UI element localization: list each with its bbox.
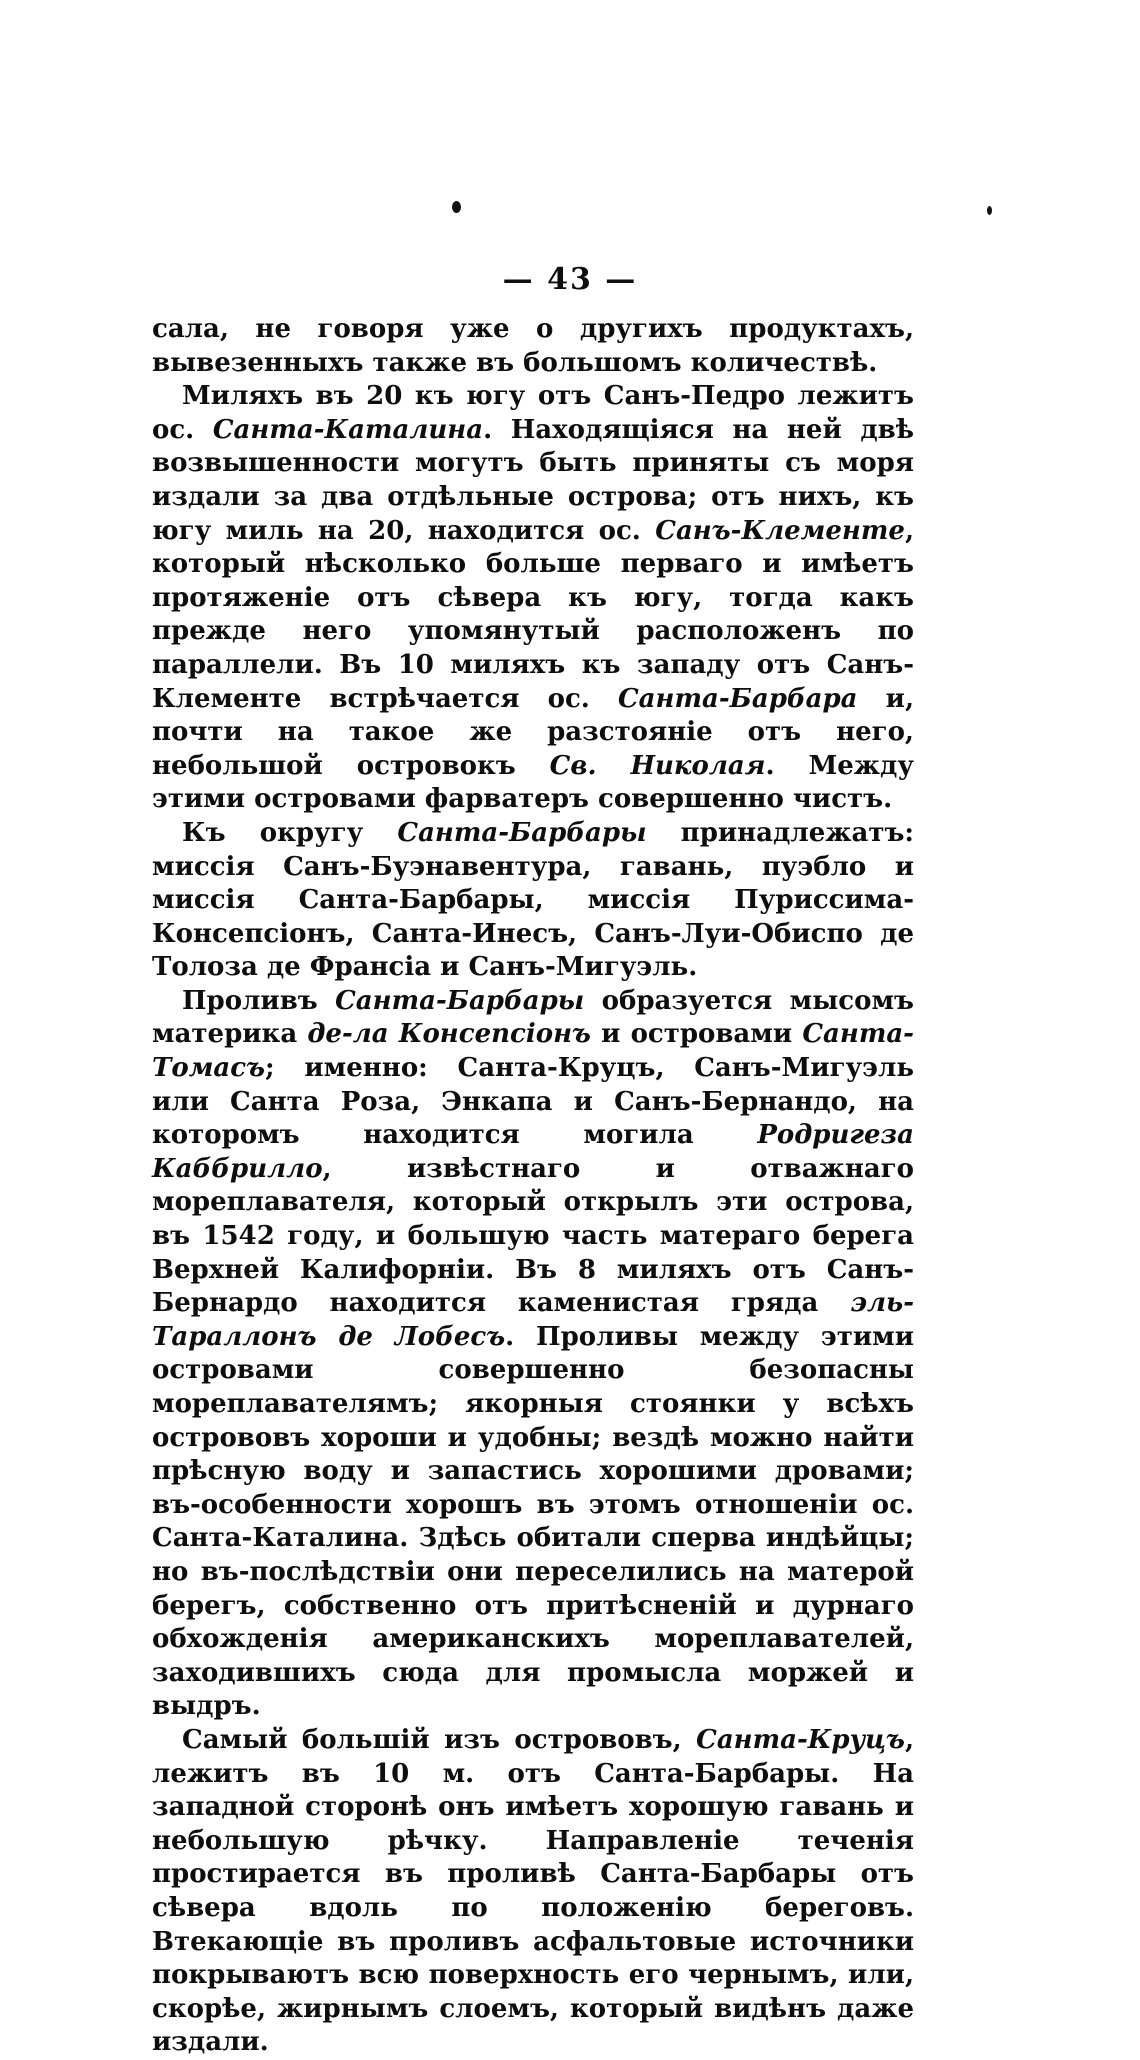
text-run: принадлежатъ: миссія Санъ-Буэнавентура, гавань, пуэбло и миссія Санта-Барбары, миссія Пуриссима-Консепсіонъ, Санта-Инесъ, Санъ-Луи-Обиспо де Толоза де Франсіа и Санъ-Мигуэль. bbox=[152, 817, 914, 983]
text-run: . Проливы между этими островами совершенно безопасны мореплавателямъ; якорныя стоянки у всѣхъ острововъ хороши и удобны; вездѣ можно найти прѣсную воду и запастись хорошими дровами; въ-особенности хорошъ въ этомъ отношеніи ос. Санта-Каталина. Здѣсь обитали сперва индѣйцы; но въ-послѣдствіи они переселились на матерой берегъ, собственно отъ притѣсненій и дурнаго обхожденія американскихъ мореплавателей, заходившихъ сюда для промысла моржей и выдръ. bbox=[152, 1321, 914, 1722]
text-run: , который нѣсколько больше перваго и имѣетъ протяженіе отъ сѣвера къ югу, тогда какъ прежде него упомянутый расположенъ по параллели. Въ 10 миляхъ къ западу отъ Санъ-Клементе встрѣчается ос. bbox=[152, 515, 914, 714]
scan-speck bbox=[987, 206, 992, 215]
paragraph bbox=[152, 985, 914, 1724]
place-name: Санта-Барбара bbox=[617, 683, 858, 714]
paragraph bbox=[152, 380, 914, 817]
paragraph bbox=[152, 1724, 914, 2060]
text-run: ; именно: Санта-Круцъ, Санъ-Мигуэль или Санта Роза, Энкапа и Санъ-Бернандо, на которомъ находится могила bbox=[152, 1053, 914, 1151]
text-run: образуется мысомъ материка bbox=[152, 985, 914, 1050]
text-run: . Между этими островами фарватеръ совершенно чистъ. bbox=[152, 750, 914, 815]
place-name: Санта-Каталина bbox=[212, 414, 484, 445]
place-name: Санта-Томасъ bbox=[152, 1019, 914, 1084]
place-name: Санта-Барбары bbox=[335, 985, 585, 1016]
text-run: Къ округу bbox=[182, 817, 398, 848]
text-run: Проливъ bbox=[182, 985, 336, 1016]
text-run: и островами bbox=[590, 1019, 803, 1050]
scan-speck bbox=[452, 201, 461, 213]
text-run: Самый большій изъ острововъ, bbox=[182, 1724, 697, 1755]
text-run: Миляхъ въ 20 къ югу отъ Санъ-Педро лежитъ ос. bbox=[152, 381, 914, 445]
paragraph: сала, не говоря уже о другихъ продуктахъ, вывезенныхъ также въ большомъ количествѣ. bbox=[152, 314, 914, 378]
place-name: Санта-Барбары bbox=[397, 817, 647, 848]
text-run: , лежитъ въ 10 м. отъ Санта-Барбары. На западной сторонѣ онъ имѣетъ хорошую гавань и небольшую рѣчку. Направленіе теченія простирается въ проливѣ Санта-Барбары отъ сѣвера вдоль по положенію береговъ. Втекающіе въ проливъ асфальтовые источники покрываютъ всю поверхность его чернымъ, или, скорѣе, жирнымъ слоемъ, который видѣнъ даже издали. bbox=[152, 1724, 914, 2058]
place-name: Санта-Круцъ bbox=[696, 1724, 905, 1755]
page-body bbox=[152, 313, 914, 2060]
text-run: . Находящіяся на ней двѣ возвышенности могутъ быть приняты съ моря издали за два отдѣльные острова; отъ нихъ, къ югу миль на 20, находится ос. bbox=[152, 414, 915, 546]
text-run: и, почти на такое же разстояніе отъ него, небольшой островокъ bbox=[152, 683, 914, 781]
place-name: де-ла Консепсіонъ bbox=[307, 1019, 591, 1050]
place-name: эль-Тараллонъ де Лобесъ bbox=[152, 1288, 914, 1352]
page-number: — 43 — bbox=[502, 262, 638, 297]
place-name: Санъ-Клементе bbox=[655, 515, 905, 546]
text-run: , извѣстнаго и отважнаго мореплавателя, который открылъ эти острова, въ 1542 году, и большую часть матераго берега Верхней Калифорніи. Въ 8 миляхъ отъ Санъ-Бернардо находится каменистая гряда bbox=[152, 1153, 914, 1319]
person-name: Родригеза Каббрилло bbox=[152, 1120, 914, 1184]
paragraph bbox=[152, 817, 914, 985]
place-name: Св. Николая bbox=[549, 750, 766, 781]
